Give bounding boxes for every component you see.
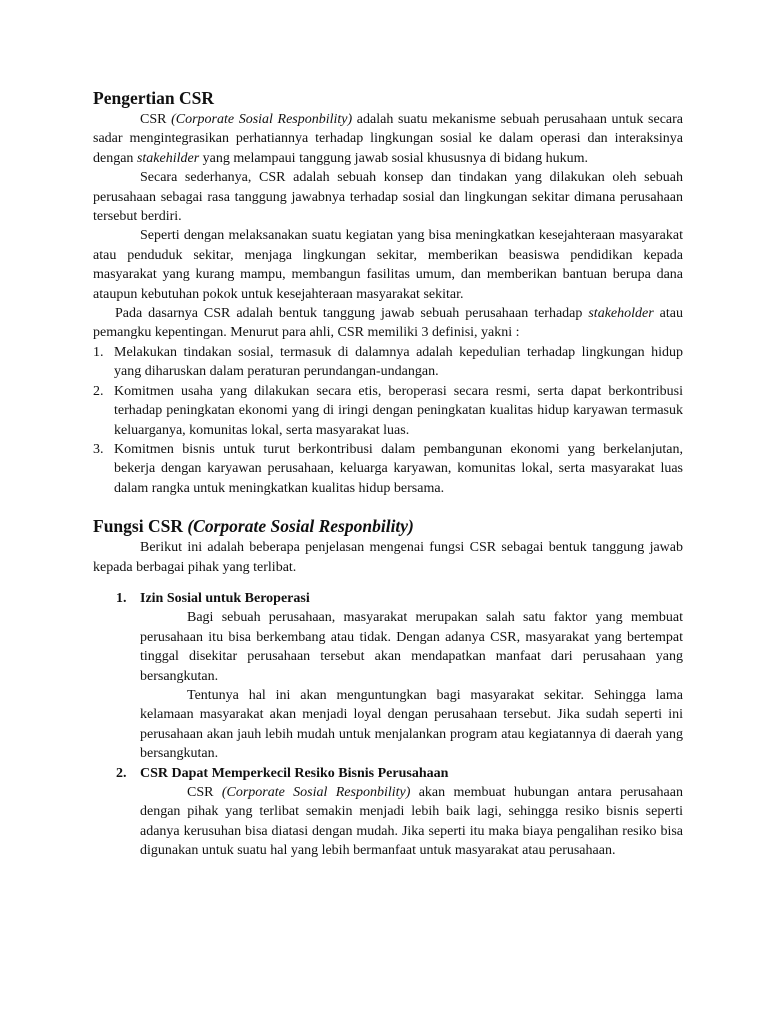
definition-list	[93, 343, 683, 498]
list-number: 1.	[93, 344, 104, 360]
section-title-fungsi	[93, 514, 683, 538]
function-paragraph: Tentunya hal ini akan menguntungkan bagi masyarakat sekitar. Sehingga lama kelamaan masyarakat akan menjadi loyal dengan perusahaan tersebut. Jika sudah seperti ini perusahaan akan jauh lebih mudah untuk menjalankan program atau kegiatannya di daerah yang bersangkutan.	[140, 687, 683, 762]
paragraph-basis	[93, 304, 683, 343]
paragraph-definition	[93, 110, 683, 168]
italic-term: (Corporate Sosial Responbility)	[221, 785, 411, 800]
paragraph-examples: Seperti dengan melaksanakan suatu kegiatan yang bisa meningkatkan kesejahteraan masyarakat atau penduduk sekitar, menjaga lingkungan sekitar, memberikan beasiswa pendidikan kepada masyarakat yang kurang mampu, membangun fasilitas umum, dan memberikan bantuan berupa dana ataupun kebutuhan pokok untuk kesejahteraan masyarakat sekitar.	[93, 228, 683, 302]
italic-term: (Corporate Sosial Responbility)	[171, 112, 353, 127]
list-text: Melakukan tindakan sosial, termasuk di dalamnya adalah kepedulian terhadap lingkungan hidup yang diharuskan dalam peraturan perundangan-undangan.	[114, 344, 683, 380]
function-title: Izin Sosial untuk Beroperasi	[140, 590, 310, 606]
document-content	[93, 86, 683, 861]
text: adalah suatu mekanisme sebuah perusahaan untuk secara sadar mengintegrasikan perhatiannya terhadap lingkungan sosial ke dalam operasi dan interaksinya dengan	[93, 112, 683, 166]
list-item	[93, 343, 683, 382]
section-title-pengertian: Pengertian CSR	[93, 88, 215, 108]
text: CSR	[140, 112, 172, 127]
function-item	[93, 589, 683, 764]
italic-term: stakehilder	[136, 150, 200, 166]
function-paragraph: Bagi sebuah perusahaan, masyarakat merupakan salah satu faktor yang membuat perusahaan itu bisa berkembang atau tidak. Dengan adanya CSR, masyarakat yang bertempat tinggal disekitar perusahaan tersebut akan mendapatkan manfaat dari perusahaan yang bersangkutan.	[140, 610, 683, 684]
text: akan membuat hubungan antara perusahaan dengan pihak yang terlibat semakin menjadi lebih baik lagi, sehingga resiko bisnis seperti adanya kerusuhan bisa diatasi dengan mudah. Jika seperti itu maka biaya pengalihan resiko bisa digunakan untuk suatu hal yang lebih bermanfaat untuk masyarakat atau perusahaan.	[140, 785, 683, 859]
title-italic: (Corporate Sosial Responbility)	[187, 516, 414, 537]
text: yang melampaui tanggung jawab sosial khususnya di bidang hukum.	[199, 150, 588, 166]
paragraph-simple: Secara sederhanya, CSR adalah sebuah konsep dan tindakan yang dilakukan oleh sebuah perusahaan sebagai rasa tanggung jawabnya terhadap sosial dan lingkungan sekitar dimana perusahaan tersebut berdiri.	[93, 170, 683, 225]
function-number: 2.	[116, 765, 127, 781]
italic-term: stakeholder	[588, 306, 654, 322]
text: atau pemangku kepentingan. Menurut para ahli, CSR memiliki 3 definisi, yakni :	[93, 306, 683, 341]
function-title: CSR Dapat Memperkecil Resiko Bisnis Perusahaan	[140, 765, 449, 781]
text: CSR	[187, 785, 222, 800]
paragraph-intro: Berikut ini adalah beberapa penjelasan mengenai fungsi CSR sebagai bentuk tanggung jawab kepada berbagai pihak yang terlibat.	[93, 540, 683, 575]
list-item	[93, 440, 683, 498]
list-item	[93, 382, 683, 440]
list-text: Komitmen bisnis untuk turut berkontribusi dalam pembangunan ekonomi yang berkelanjutan, bekerja dengan karyawan perusahaan, keluarga karyawan, komunitas lokal, serta masyarakat luas dalam rangka untuk meningkatkan kualitas hidup bersama.	[114, 441, 683, 496]
function-item	[93, 764, 683, 861]
function-paragraph	[140, 783, 683, 861]
function-number: 1.	[116, 590, 127, 606]
list-number: 2.	[93, 383, 104, 399]
function-list	[93, 589, 683, 861]
title-text: Fungsi CSR	[93, 516, 183, 537]
list-number: 3.	[93, 441, 104, 457]
list-text: Komitmen usaha yang dilakukan secara etis, beroperasi secara resmi, serta dapat berkontribusi terhadap peningkatan ekonomi yang di iringi dengan peningkatan kualitas hidup karyawan termasuk keluarganya, komunitas lokal, serta masyarakat luas.	[114, 383, 683, 438]
text: Pada dasarnya CSR adalah bentuk tanggung jawab sebuah perusahaan terhadap	[115, 306, 589, 322]
